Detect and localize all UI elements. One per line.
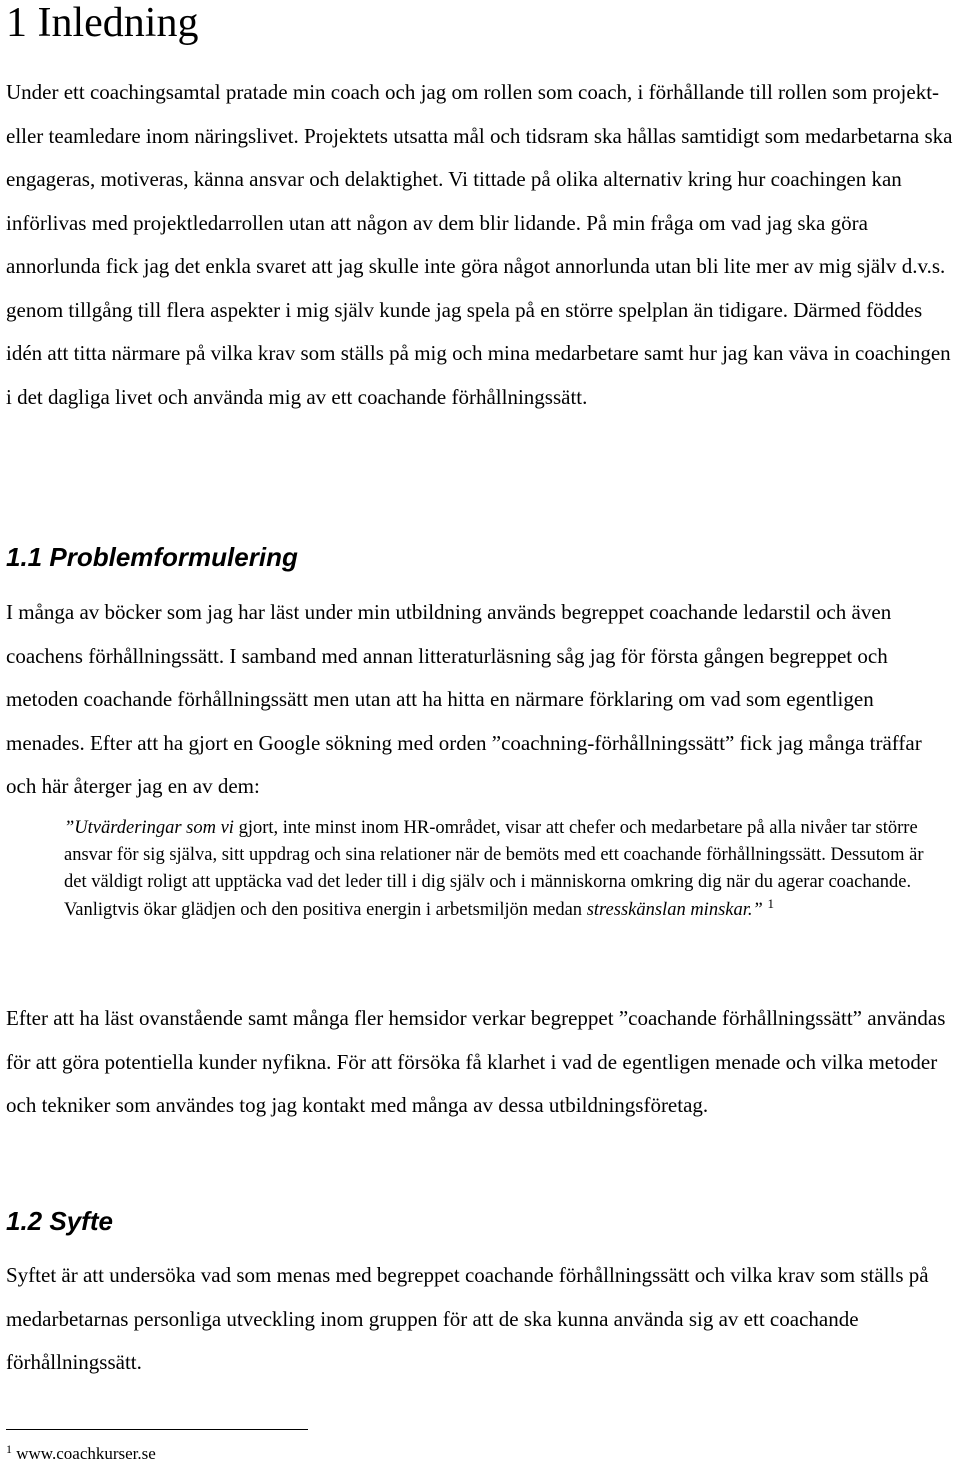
quote-opening: ”Utvärderingar som vi [64,818,234,838]
quote-closing: stresskänslan minskar.” [586,899,763,920]
footnote-separator [6,1429,308,1430]
footnote-number: 1 [6,1442,12,1456]
footnote-reference[interactable]: 1 [767,895,774,911]
problem-paragraph: I många av böcker som jag har läst under min utbildning används begreppet coachande ledarstil och även coachens förhållningssätt. I samband med annan litteraturläsning såg jag för första gången begreppet och metoden coachande förhållningssätt men utan att ha hitta en närmare förklaring om vad som egentligen menades. Efter att ha gjort en Google sökning med orden ”coachning-förhållningssätt” fick jag många träffar och här återger jag en av dem: [6,600,922,798]
footnote-link[interactable]: www.coachkurser.se [12,1444,156,1463]
intro-paragraph: Under ett coachingsamtal pratade min coach och jag om rollen som coach, i förhållande till rollen som projekt- eller teamledare inom näringslivet. Projektets utsatta mål och tidsram ska hållas samtidigt som medarbetarna ska engageras, motiveras, känna ansvar och delaktighet. Vi tittade på olika alternativ kring hur coachingen kan införlivas med projektledarrollen utan att någon av dem blir lidande. På min fråga om vad jag ska göra annorlunda fick jag det enkla svaret att jag skulle inte göra något annorlunda utan bli lite mer av mig själv d.v.s. genom tillgång till flera aspekter i mig själv kunde jag spela på en större spelplan än tidigare. Därmed föddes idén att titta närmare på vilka krav som ställs på mig och mina medarbetare samt hur jag kan väva in coachingen i det dagliga livet och använda mig av ett coachande förhållningssätt. [6,80,953,409]
footnote [6,1443,156,1465]
heading-inledning: 1 Inledning [6,0,199,46]
quote-body: gjort, inte minst inom HR-området, visar att chefer och medarbetare på alla nivåer tar större ansvar för sig själva, sitt uppdrag och sina relationer när de bemöts med ett coachande förhållningssätt. Dessutom är det väldigt roligt att upptäcka vad det leder till i dig själv och i människorna omkring dig när du agerar coachande. Vanligtvis ökar glädjen och den positiva energin i arbetsmiljön medan [64,818,924,920]
heading-syfte: 1.2 Syfte [6,1206,113,1236]
after-quote-paragraph: Efter att ha läst ovanstående samt många fler hemsidor verkar begreppet ”coachande förhållningssätt” användas för att göra potentiella kunder nyfikna. För att försöka få klarhet i vad de egentligen menade och vilka metoder och tekniker som användes tog jag kontakt med många av dessa utbildningsföretag. [6,1006,946,1117]
heading-problemformulering: 1.1 Problemformulering [6,542,298,572]
block-quote [64,815,944,924]
purpose-paragraph: Syftet är att undersöka vad som menas med begreppet coachande förhållningssätt och vilka krav som ställs på medarbetarnas personliga utveckling inom gruppen för att de ska kunna använda sig av ett coachande förhållningssätt. [6,1263,929,1374]
